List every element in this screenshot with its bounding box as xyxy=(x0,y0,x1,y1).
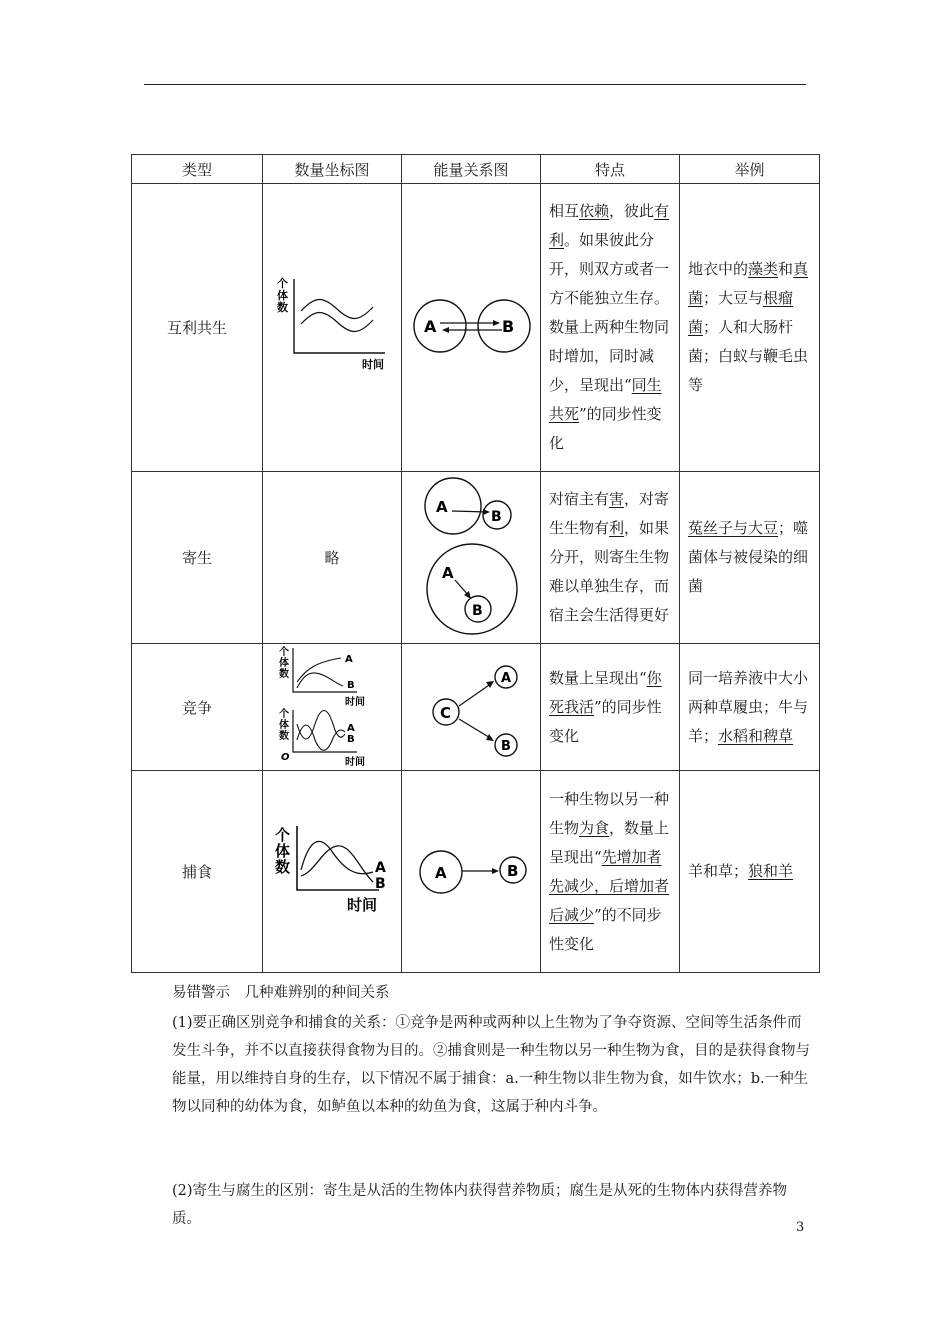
header-traits: 特点 xyxy=(541,155,680,184)
series-b-top xyxy=(297,673,343,688)
series-b-bottom xyxy=(297,725,345,750)
origin-label: O xyxy=(281,752,290,763)
underlined-term: 你死我活 xyxy=(549,668,662,716)
arrow-parasite-1 xyxy=(452,511,488,512)
underlined-term: 狼和羊 xyxy=(748,862,794,880)
label-a-top: A xyxy=(345,654,353,665)
underlined-term: 有利 xyxy=(549,202,670,249)
text-segment: 一种生物以另一种生物 xyxy=(549,789,670,837)
axis-y-char2-top: 体 xyxy=(279,658,289,669)
axis-y-char3: 数 xyxy=(275,857,291,876)
type-parasitism: 寄生 xyxy=(132,472,263,644)
axis-x-label: 时间 xyxy=(347,895,378,914)
axis-y-char2: 体 xyxy=(275,841,291,860)
node-a: A xyxy=(424,316,437,336)
underlined-term: 同生共死 xyxy=(549,376,662,423)
type-competition: 竞争 xyxy=(132,644,263,771)
parasitism-energy-diagram xyxy=(406,476,536,636)
text-segment: 同一培养液中大小两种草履虫；牛与羊； xyxy=(688,668,809,745)
underlined-term: 依赖 xyxy=(579,202,610,220)
axis-y-char3-bottom: 数 xyxy=(279,731,289,742)
underlined-term: 水稻和稗草 xyxy=(718,726,794,745)
series-a-curve xyxy=(301,299,373,318)
underlined-term: 先增加者先减少，后增加者后减少 xyxy=(549,847,670,924)
axis-y-char1-top: 个 xyxy=(279,647,289,658)
axis-y-char3-top: 数 xyxy=(279,669,289,680)
predation-energy-diagram xyxy=(406,840,536,900)
arrowhead-b-to-a xyxy=(442,327,449,333)
node-a-2: A xyxy=(442,563,454,582)
text-segment: 相互 xyxy=(549,202,580,220)
text-segment: ；噬菌体与被侵染的细菌 xyxy=(688,519,809,595)
note-paragraph-1: (1)要正确区别竞争和捕食的关系：①竞争是两种或两种以上生物为了争夺资源、空间等生活条件而发生斗争，并不以直接获得食物为目的。②捕食则是一种生物以另一种生物为食，目的是获得食物与能量，用以维持自身的生存，以下情况不属于捕食：a.一种生物以非生物为食，如牛饮水；b.一种生物以同种的幼体为食，如鲈鱼以本种的幼鱼为食，这属于种内斗争。 xyxy=(172,1015,810,1115)
axis-y-char1-bottom: 个 xyxy=(279,709,289,720)
graph-predation xyxy=(263,771,402,973)
underlined-term: 利 xyxy=(609,519,625,537)
node-a: A xyxy=(501,671,512,686)
node-a: A xyxy=(435,863,447,882)
text-segment: 。如果彼此分开，则双方或者一方不能独立生存。数量上两种生物同时增加，同时减少，呈现出“ xyxy=(549,231,670,394)
text-segment: ；人和大肠杆菌；白蚁与鞭毛虫等 xyxy=(688,318,809,394)
text-segment: 数量上呈现出“ xyxy=(549,668,647,687)
node-b: B xyxy=(502,316,515,336)
text-segment: 和 xyxy=(778,260,794,278)
energy-parasitism xyxy=(402,472,541,644)
series-b-curve xyxy=(301,845,373,881)
energy-mutualism xyxy=(402,184,541,472)
examples-mutualism xyxy=(680,184,820,472)
text-segment: ，如果分开，则寄生生物难以单独生存，而宿主会生活得更好 xyxy=(549,519,670,624)
label-b-top: B xyxy=(347,680,355,691)
circle-a xyxy=(414,300,466,352)
traits-mutualism xyxy=(541,184,680,472)
label-a: A xyxy=(375,859,386,876)
note-paragraph-2: (2)寄生与腐生的区别：寄生是从活的生物体内获得营养物质；腐生是从死的生物体内获得营养物质。 xyxy=(172,1183,788,1227)
table-row xyxy=(132,472,820,644)
predation-graph xyxy=(267,820,397,920)
arrow-c-to-b xyxy=(459,719,492,739)
node-c: C xyxy=(440,704,452,722)
header-graph: 数量坐标图 xyxy=(263,155,402,184)
text-segment: ，对寄生生物有 xyxy=(549,490,670,537)
text-segment: ”的同步性变化 xyxy=(549,697,662,745)
underlined-term: 为食 xyxy=(579,818,610,837)
graph-parasitism: 略 xyxy=(263,472,402,644)
host-circle-1 xyxy=(425,478,481,534)
text-segment: ”的不同步性变化 xyxy=(549,905,662,953)
axis-y-char2-bottom: 体 xyxy=(279,720,289,731)
mutualism-energy-diagram xyxy=(406,286,536,366)
header-type: 类型 xyxy=(132,155,263,184)
graph-mutualism xyxy=(263,184,402,472)
graph-competition xyxy=(263,644,402,771)
underlined-term: 藻类 xyxy=(748,260,779,278)
text-segment: 羊和草； xyxy=(688,862,749,880)
underlined-term: 菟丝子与大豆 xyxy=(688,519,779,537)
arrowhead-a-to-b xyxy=(492,868,499,874)
underlined-term: 真菌 xyxy=(688,260,809,307)
axes xyxy=(294,279,385,353)
traits-competition xyxy=(541,644,680,771)
text-segment: 地衣中的 xyxy=(688,260,749,278)
axis-y-char2: 体 xyxy=(277,288,288,302)
series-a-bottom xyxy=(297,711,345,740)
label-b: B xyxy=(375,875,386,892)
axis-y-char1: 个 xyxy=(275,825,291,844)
traits-parasitism xyxy=(541,472,680,644)
node-b: B xyxy=(501,739,511,754)
text-segment: ，彼此 xyxy=(609,202,655,220)
examples-predation xyxy=(680,771,820,973)
axis-x-label-top: 时间 xyxy=(345,697,365,708)
axis-x-label-bottom: 时间 xyxy=(345,757,365,766)
arrowhead-a-to-b xyxy=(493,320,500,326)
examples-parasitism xyxy=(680,472,820,644)
text-segment: 对宿主有 xyxy=(549,490,610,508)
node-b-2: B xyxy=(472,602,483,619)
header-energy: 能量关系图 xyxy=(402,155,541,184)
table-header-row xyxy=(132,155,820,184)
text-segment: ，数量上呈现出“ xyxy=(549,818,670,866)
examples-competition xyxy=(680,644,820,771)
node-b-1: B xyxy=(491,508,502,525)
node-b: B xyxy=(507,861,519,880)
table-row xyxy=(132,184,820,472)
page-number: 3 xyxy=(796,1220,805,1235)
type-mutualism: 互利共生 xyxy=(132,184,263,472)
type-predation: 捕食 xyxy=(132,771,263,973)
underlined-term: 害 xyxy=(609,490,625,508)
competition-energy-diagram xyxy=(406,650,536,760)
text-segment: ”的同步性变化 xyxy=(549,405,662,452)
energy-predation xyxy=(402,771,541,973)
interspecific-relations-table xyxy=(131,154,820,973)
header-rule xyxy=(144,84,806,85)
table-row xyxy=(132,644,820,771)
note-title: 易错警示 几种难辨别的种间关系 xyxy=(172,985,390,1001)
underlined-term: 根瘤菌 xyxy=(688,289,794,336)
arrow-c-to-a xyxy=(459,683,492,706)
axis-y-char3: 数 xyxy=(277,300,288,314)
arrowhead-parasite-1 xyxy=(483,509,490,515)
arrowhead-c-to-b xyxy=(486,734,494,741)
label-a-bottom: A xyxy=(347,723,355,734)
node-a-1: A xyxy=(436,497,448,516)
series-b-curve xyxy=(301,312,373,331)
table-row xyxy=(132,771,820,973)
axes xyxy=(297,826,379,890)
axis-x-label: 时间 xyxy=(362,357,384,371)
axis-y-char1: 个 xyxy=(277,276,288,290)
label-b-bottom: B xyxy=(347,734,355,745)
text-segment: ；大豆与 xyxy=(703,289,764,307)
mutualism-graph xyxy=(267,271,397,381)
competition-graphs xyxy=(277,644,387,766)
energy-competition xyxy=(402,644,541,771)
header-examples: 举例 xyxy=(680,155,820,184)
traits-predation xyxy=(541,771,680,973)
